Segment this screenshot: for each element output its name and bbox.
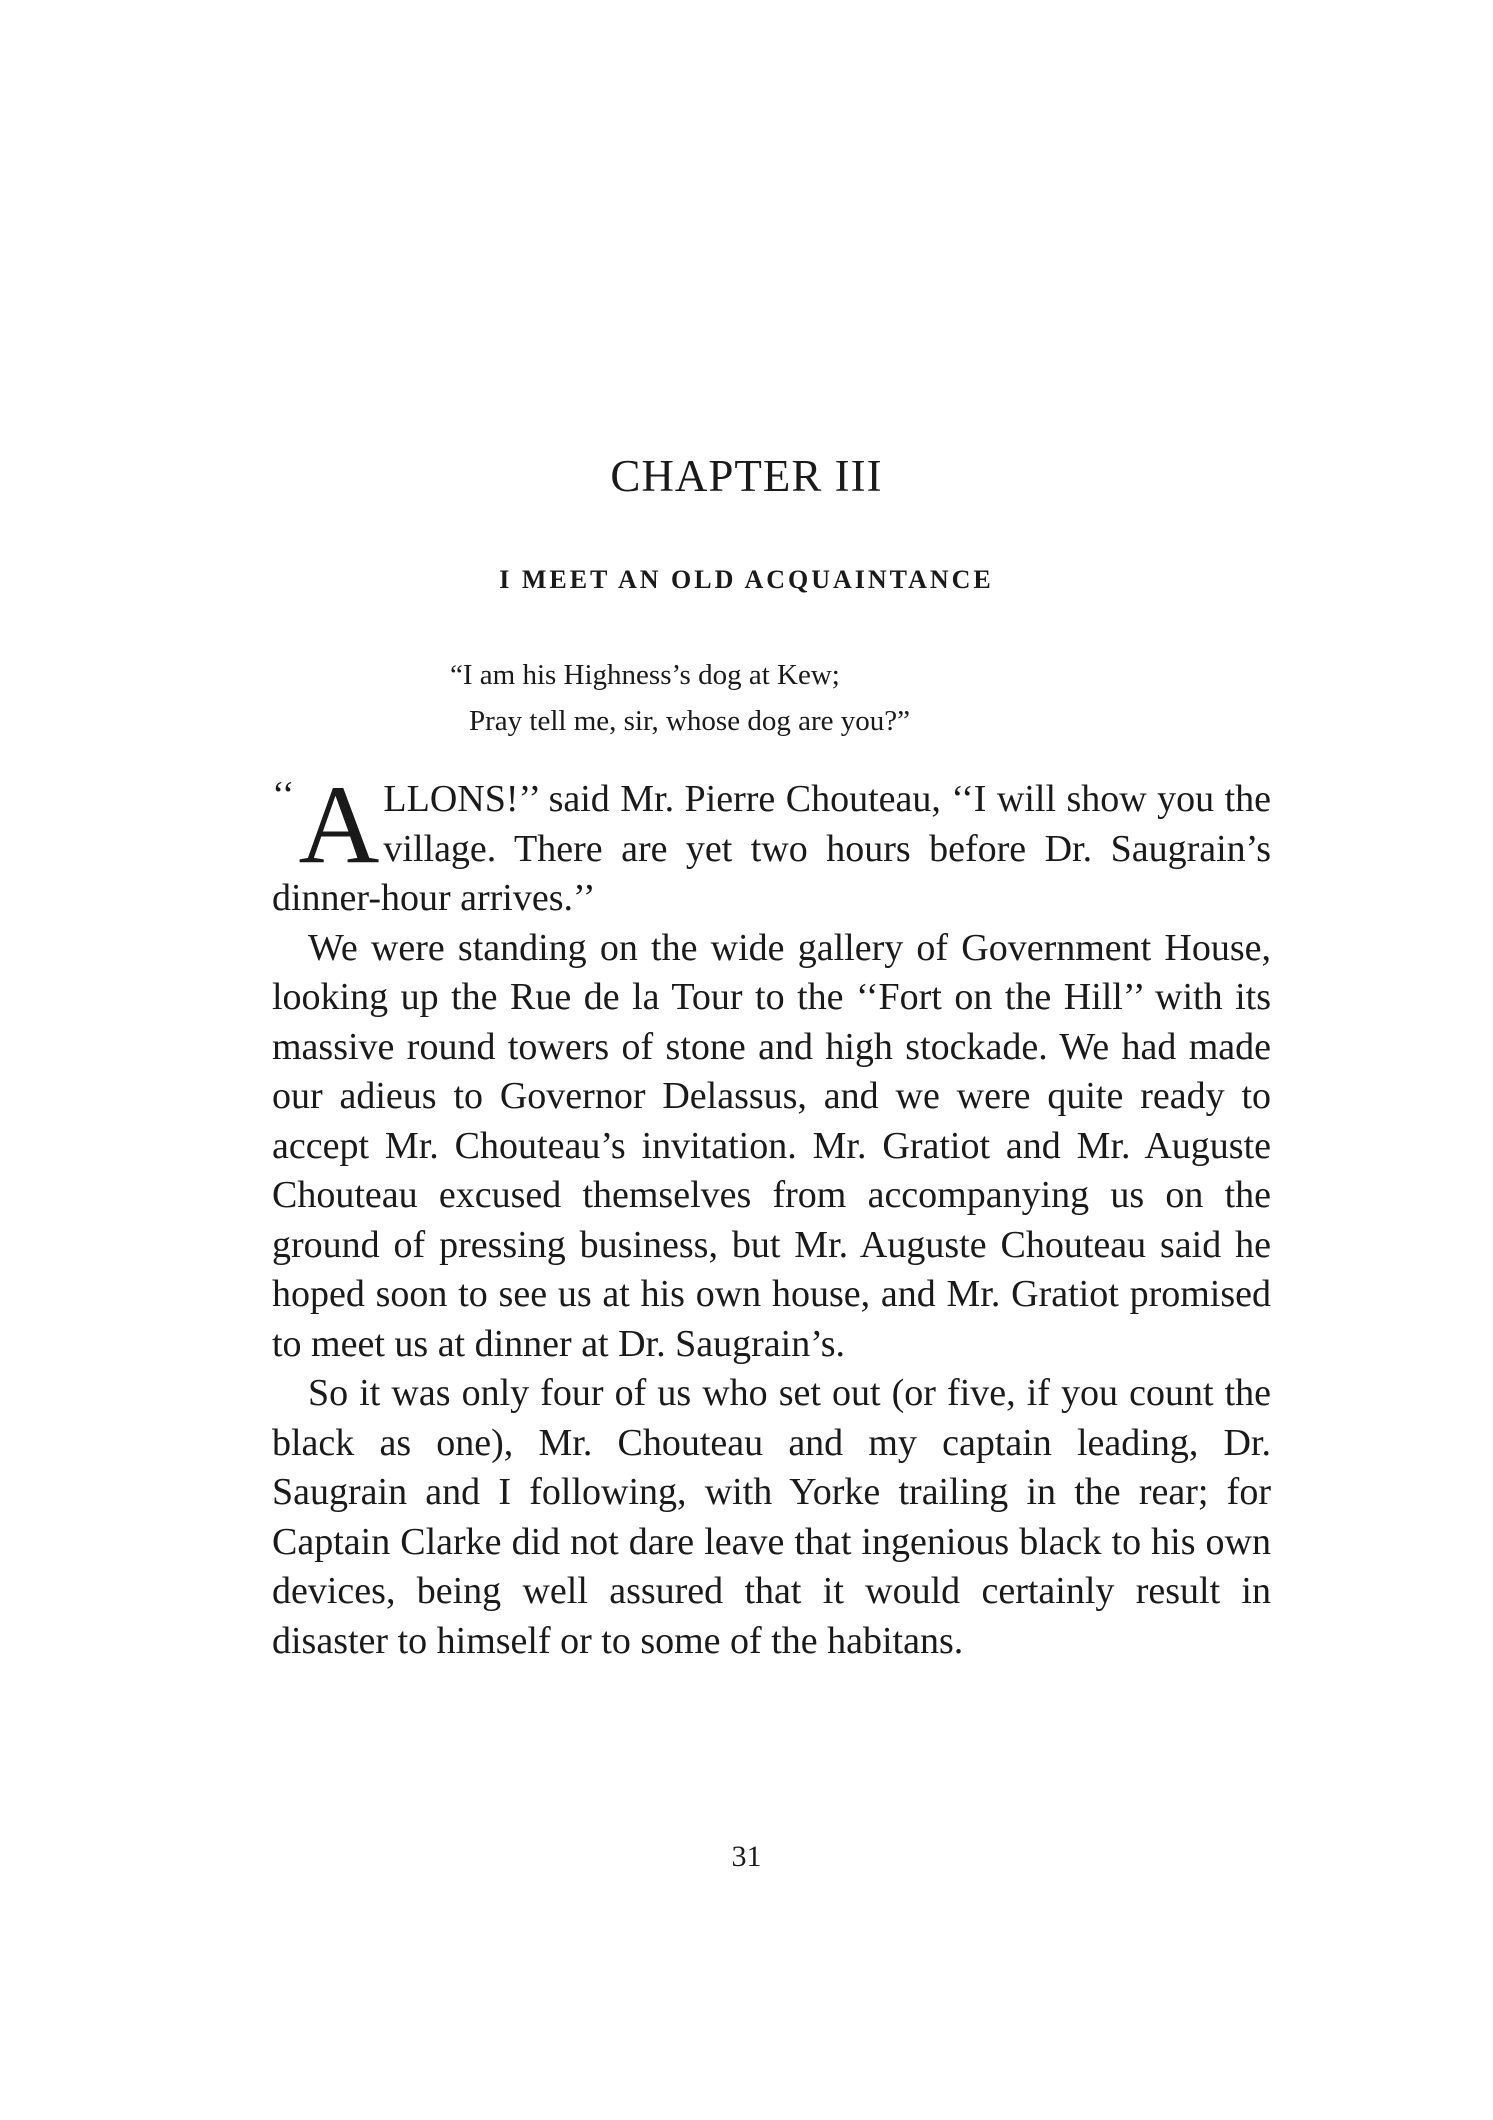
epigraph-line-1: “I am his Highness’s dog at Kew;	[450, 659, 840, 691]
paragraph-3: So it was only four of us who set out (or five, if you count the black as one), Mr. Chouteau and my captain leading, Dr. Saugrain and I following, with Yorke trailing in the rear; for Captain Clarke did not dare leave that ingenious black to his own devices, being well assured that it would certainly result in disaster to himself or to some of the habitans.	[272, 1372, 1271, 1662]
page-number: 31	[731, 1840, 762, 1873]
opening-quote: ‘‘	[272, 774, 295, 816]
drop-cap: A	[298, 763, 380, 887]
chapter-subtitle: I MEET AN OLD ACQUAINTANCE	[499, 565, 994, 594]
epigraph-line-2: Pray tell me, sir, whose dog are you?”	[469, 705, 910, 737]
paragraph-1	[272, 763, 1271, 924]
body-text	[272, 763, 1271, 1666]
chapter-title: CHAPTER III	[610, 451, 883, 501]
paragraph-2: We were standing on the wide gallery of Government House, looking up the Rue de la Tour to the ‘‘Fort on the Hill’’ with its massive round towers of stone and high stockade. We had made our adieus to Governor Delassus, and we were quite ready to accept Mr. Chouteau’s invitation. Mr. Gratiot and Mr. Auguste Chouteau excused themselves from accompanying us on the ground of pressing business, but Mr. Auguste Chouteau said he hoped soon to see us at his own house, and Mr. Gratiot promised to meet us at dinner at Dr. Saugrain’s.	[272, 926, 1271, 1365]
paragraph-1-text: LLONS!’’ said Mr. Pierre Chouteau, ‘‘I will show you the village. There are yet two hours before Dr. Saugrain’s dinner-hour arrives.’’	[272, 778, 1271, 919]
